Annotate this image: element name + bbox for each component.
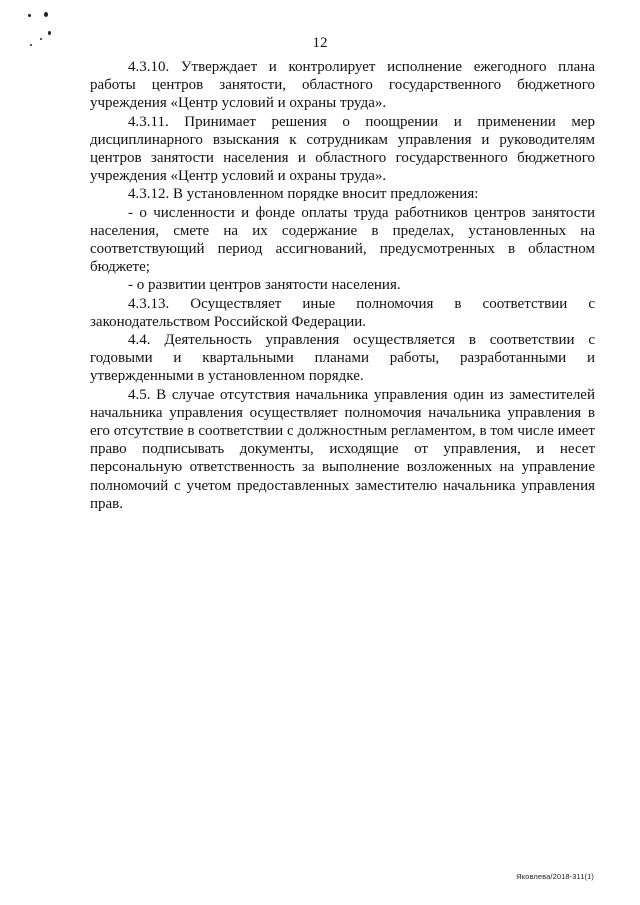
list-item: - о численности и фонде оплаты труда работников центров занятости населения, смете на их содержание в пределах, установленных на соответствующий период ассигнований, предусмотренных в областном бюджете;	[90, 204, 595, 276]
scan-speck	[44, 12, 48, 17]
paragraph-4-5: 4.5. В случае отсутствия начальника управления один из заместителей начальника управления осуществляет полномочия начальника управления в его отсутствие в соответствии с должностным регламентом, в том числе имеет право подписывать документы, исходящие от управления, и несет персональную ответственность за выполнение возложенных на управление полномочий с учетом предоставленных заместителю начальника управления прав.	[90, 386, 595, 512]
list-item: - о развитии центров занятости населения.	[128, 277, 401, 294]
document-body	[90, 58, 595, 513]
paragraph-4-4: 4.4. Деятельность управления осуществляется в соответствии с годовыми и квартальными планами работы, разработанными и утвержденными в установленном порядке.	[90, 332, 595, 385]
paragraph-4-3-13: 4.3.13. Осуществляет иные полномочия в соответствии с законодательством Российской Федерации.	[90, 295, 595, 330]
document-code: Яковлева/2018-311(1)	[516, 872, 594, 881]
paragraph-4-3-11: 4.3.11. Принимает решения о поощрении и применении мер дисциплинарного взыскания к сотрудникам управления и руководителям центров занятости населения и областного государственного бюджетного учреждения «Центр условий и охраны труда».	[90, 113, 595, 185]
page-number: 12	[312, 35, 328, 51]
scan-speck	[28, 14, 31, 17]
paragraph-4-3-10: 4.3.10. Утверждает и контролирует исполнение ежегодного плана работы центров занятости, областного государственного бюджетного учреждения «Центр условий и охраны труда».	[90, 59, 595, 112]
paragraph-4-3-12: 4.3.12. В установленном порядке вносит предложения:	[128, 186, 479, 203]
